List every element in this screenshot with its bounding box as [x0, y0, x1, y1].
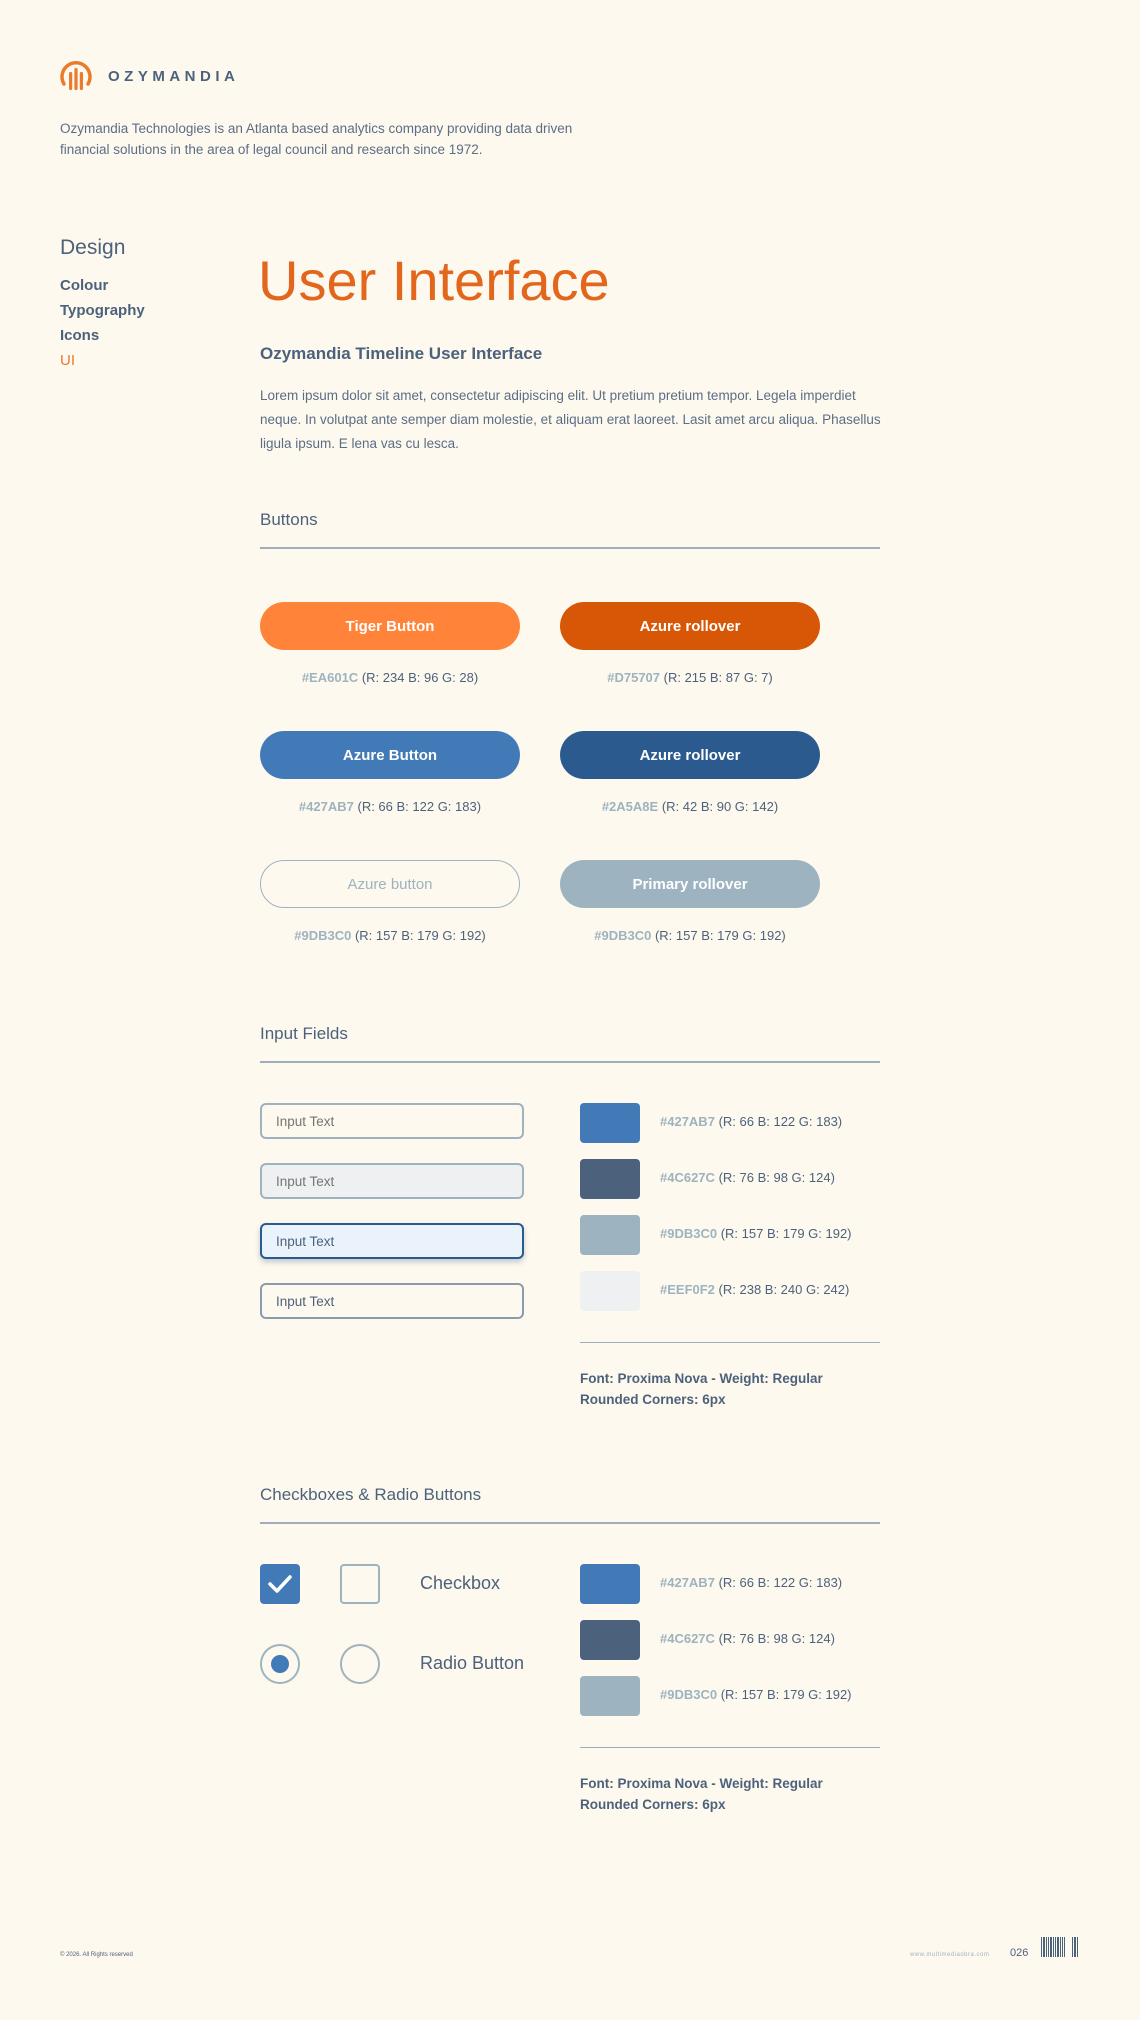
sidebar-nav — [60, 273, 145, 373]
color-swatch — [580, 1103, 640, 1143]
azure-rollover-orange-button[interactable]: Azure rollover — [560, 602, 820, 650]
swatch-caption: #4C627C (R: 76 B: 98 G: 124) — [660, 1170, 835, 1185]
swatch-caption: #427AB7 (R: 66 B: 122 G: 183) — [660, 1114, 843, 1129]
brand-name: OZYMANDIA — [108, 68, 240, 85]
input-default[interactable] — [260, 1103, 524, 1139]
swatch-caption: #427AB7 (R: 66 B: 122 G: 183) — [660, 1575, 843, 1590]
checkbox-label: Checkbox — [420, 1573, 501, 1593]
ozymandia-logo-icon — [60, 58, 92, 92]
input-disabled[interactable] — [260, 1163, 524, 1199]
page-title: User Interface — [258, 249, 610, 312]
color-swatch — [580, 1215, 640, 1255]
divider — [260, 1061, 880, 1063]
sidebar-item-ui[interactable]: UI — [60, 352, 75, 369]
corners-note: Rounded Corners: 6px — [580, 1392, 726, 1407]
barcode-icon — [1040, 1936, 1080, 1958]
divider — [580, 1342, 880, 1343]
color-swatch — [580, 1620, 640, 1660]
azure-button[interactable]: Azure Button — [260, 731, 520, 779]
corners-note: Rounded Corners: 6px — [580, 1797, 726, 1812]
spec-note — [580, 1368, 823, 1410]
color-caption: #9DB3C0 (R: 157 B: 179 G: 192) — [594, 928, 786, 943]
radio-dot — [271, 1655, 289, 1673]
color-caption: #EA601C (R: 234 B: 96 G: 28) — [301, 670, 479, 685]
checkmark-icon — [267, 1573, 293, 1595]
font-note: Font: Proxima Nova - Weight: Regular — [580, 1776, 823, 1791]
description-text: Lorem ipsum dolor sit amet, consectetur adipiscing elit. Ut pretium pretium tempor. Legela imperdiet neque. In volutpat ante semper diam molestie, et aliquam erat laoreet. Lasit amet arcu aliqua. Phasellus ligula ipsum. E lena vas cu lesca. — [260, 388, 881, 451]
primary-rollover-button[interactable]: Primary rollover — [560, 860, 820, 908]
checks-section-title: Checkboxes & Radio Buttons — [260, 1485, 482, 1504]
page-number: 026 — [1010, 1947, 1029, 1959]
input-focused[interactable] — [260, 1223, 524, 1259]
divider — [260, 547, 880, 549]
inputs-section-title: Input Fields — [260, 1024, 348, 1043]
radio-selected[interactable] — [260, 1644, 300, 1684]
divider — [580, 1747, 880, 1748]
sidebar-item-icons[interactable]: Icons — [60, 327, 100, 344]
color-swatch — [580, 1159, 640, 1199]
azure-outline-button[interactable]: Azure button — [260, 860, 520, 908]
swatch-caption: #9DB3C0 (R: 157 B: 179 G: 192) — [660, 1687, 852, 1702]
radio-unselected[interactable] — [340, 1644, 380, 1684]
color-caption: #9DB3C0 (R: 157 B: 179 G: 192) — [294, 928, 486, 943]
sidebar-item-typography[interactable]: Typography — [60, 302, 145, 319]
color-swatch — [580, 1271, 640, 1311]
font-note: Font: Proxima Nova - Weight: Regular — [580, 1371, 823, 1386]
buttons-section-title: Buttons — [260, 510, 318, 529]
sidebar-item-colour[interactable]: Colour — [60, 277, 109, 294]
tiger-button[interactable]: Tiger Button — [260, 602, 520, 650]
checkbox-unchecked[interactable] — [340, 1564, 380, 1604]
color-caption: #D75707 (R: 215 B: 87 G: 7) — [607, 670, 773, 685]
color-swatch — [580, 1676, 640, 1716]
checkbox-checked[interactable] — [260, 1564, 300, 1604]
color-swatch — [580, 1564, 640, 1604]
intro-text: Ozymandia Technologies is an Atlanta based analytics company providing data driven financial solutions in the area of legal council and research since 1972. — [60, 121, 573, 157]
color-caption: #427AB7 (R: 66 B: 122 G: 183) — [298, 799, 482, 814]
spec-note — [580, 1773, 823, 1815]
swatch-caption: #EEF0F2 (R: 238 B: 240 G: 242) — [660, 1282, 850, 1297]
radio-label: Radio Button — [420, 1653, 525, 1673]
footer-url[interactable]: www.multimediaobra.com — [910, 1952, 990, 1958]
divider — [260, 1522, 880, 1524]
sidebar-title: Design — [60, 236, 126, 259]
page-subtitle: Ozymandia Timeline User Interface — [260, 344, 543, 363]
input-filled[interactable] — [260, 1283, 524, 1319]
azure-rollover-button[interactable]: Azure rollover — [560, 731, 820, 779]
color-caption: #2A5A8E (R: 42 B: 90 G: 142) — [601, 799, 779, 814]
swatch-caption: #9DB3C0 (R: 157 B: 179 G: 192) — [660, 1226, 852, 1241]
footer-copyright: © 2026. All Rights reserved — [60, 1952, 133, 1958]
swatch-caption: #4C627C (R: 76 B: 98 G: 124) — [660, 1631, 835, 1646]
